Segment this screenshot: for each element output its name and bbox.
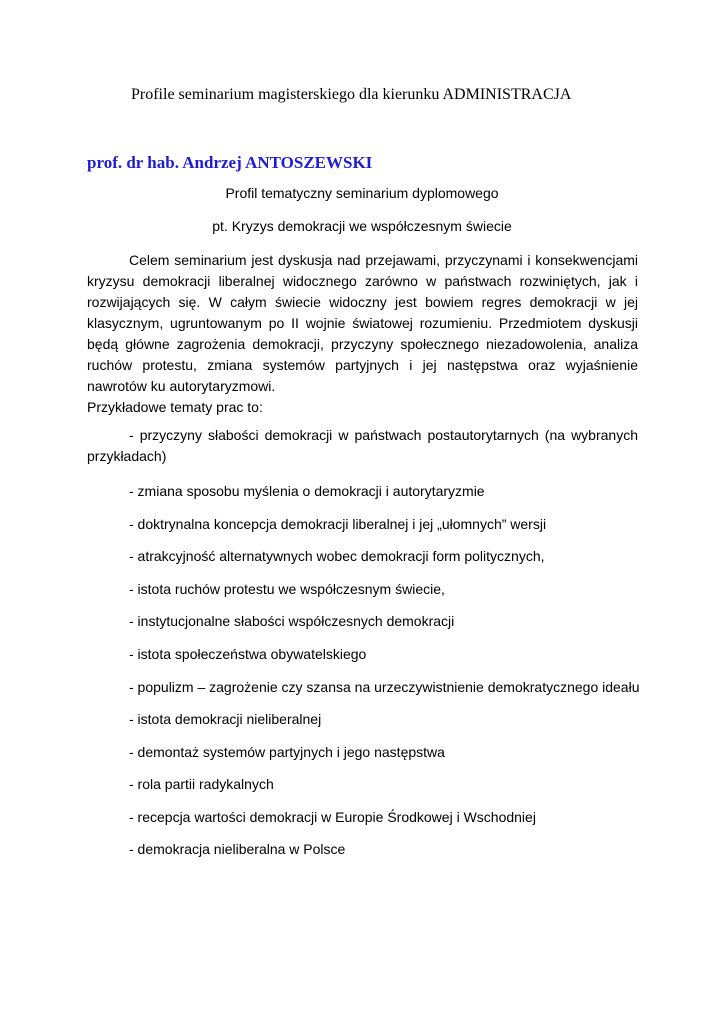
list-item: - populizm – zagrożenie czy szansa na urzeczywistnienie demokratycznego ideału xyxy=(129,679,640,695)
list-item: - istota demokracji nieliberalnej xyxy=(129,711,322,727)
author-name: prof. dr hab. Andrzej ANTOSZEWSKI xyxy=(87,153,373,172)
topics-intro: Przykładowe tematy prac to: xyxy=(87,399,263,415)
list-item: - atrakcyjność alternatywnych wobec demokracji form politycznych, xyxy=(129,548,545,564)
list-item: - istota ruchów protestu we współczesnym świecie, xyxy=(129,581,445,597)
seminar-description: Celem seminarium jest dyskusja nad przejawami, przyczynami i konsekwencjami kryzysu demokracji liberalnej widocznego zarówno w państwach rozwiniętych, jak i rozwijających się. W całym świecie widoczny jest bowiem regres demokracji w jej klasycznym, ugruntowanym po II wojnie światowej rozumieniu. Przedmiotem dyskusji będą główne zagrożenia demokracji, przyczyny społecznego niezadowolenia, analiza ruchów protestu, zmiana systemów partyjnych i jej następstwa oraz wyjaśnienie nawrotów ku autorytaryzmowi. xyxy=(87,252,638,394)
list-item: - rola partii radykalnych xyxy=(129,776,274,792)
list-item: - przyczyny słabości demokracji w państwach postautorytarnych (na wybranych przykładach) xyxy=(87,427,638,464)
list-item: - demontaż systemów partyjnych i jego następstwa xyxy=(129,744,445,760)
list-item: - recepcja wartości demokracji w Europie Środkowej i Wschodniej xyxy=(129,809,536,825)
list-item: - zmiana sposobu myślenia o demokracji i autorytaryzmie xyxy=(129,483,485,499)
list-item: - doktrynalna koncepcja demokracji liberalnej i jej „ułomnych” wersji xyxy=(129,516,547,532)
list-item: - instytucjonalne słabości współczesnych demokracji xyxy=(129,613,455,629)
profile-title: Profil tematyczny seminarium dyplomowego xyxy=(225,185,499,201)
list-item: - istota społeczeństwa obywatelskiego xyxy=(129,646,367,662)
seminar-title: pt. Kryzys demokracji we współczesnym świecie xyxy=(212,218,512,234)
list-item: - demokracja nieliberalna w Polsce xyxy=(129,841,346,857)
document-header: Profile seminarium magisterskiego dla kierunku ADMINISTRACJA xyxy=(131,86,572,103)
